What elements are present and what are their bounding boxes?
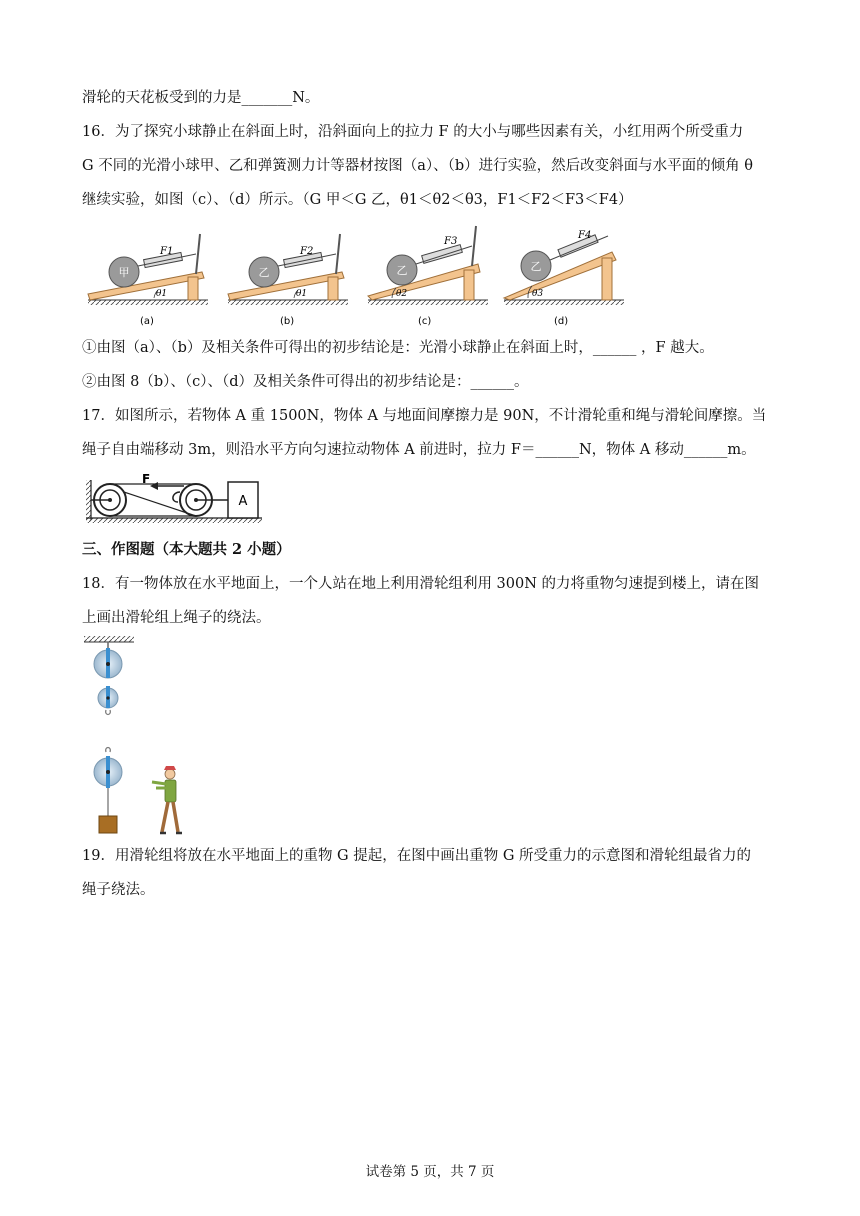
figure-panel-d [504,235,624,305]
angle-label-d: θ3 [532,289,544,299]
section-heading: 三、作图题（本大题共 2 小题） [82,541,291,558]
question-17-line-2: 绳子自由端移动 3m，则沿水平方向匀速拉动物体 A 前进时，拉力 F＝______N，物体 A 移动______m。 [82,442,756,458]
angle-label-b: θ1 [296,289,308,299]
question-19-line-2: 绳子绕法。 [82,882,155,898]
question-16-part-1: ①由图（a）、（b）及相关条件可得出的初步结论是：光滑小球静止在斜面上时，______ ，F 越大。 [82,340,714,356]
person-figure [152,766,182,833]
figure-18-pulley-system [82,634,192,838]
question-16-line-2: G 不同的光滑小球甲、乙和弹簧测力计等器材按图（a）、（b）进行实验，然后改变斜面与水平面的倾角 θ [82,158,753,174]
force-label-a: F1 [160,246,174,257]
force-label-c: F3 [444,236,458,247]
figure-panel-c [368,226,488,305]
angle-label-c: θ2 [396,289,408,299]
caption-b: (b) [280,316,295,327]
caption-c: (c) [418,316,432,327]
force-label-b: F2 [300,246,314,257]
ball-label-d: 乙 [530,260,542,273]
figure-panel-a [88,234,208,305]
angle-label-a: θ1 [156,289,168,299]
caption-a: (a) [140,316,154,327]
block-label-A: A [238,494,248,509]
question-17-line-1: 17．如图所示，若物体 A 重 1500N，物体 A 与地面间摩擦力是 90N，不计滑轮重和绳与滑轮间摩擦。当 [82,408,767,424]
ball-label-b: 乙 [258,266,270,279]
force-label-d: F4 [578,230,592,241]
question-16-part-2: ②由图 8（b）、（c）、（d）及相关条件可得出的初步结论是：______。 [82,374,529,390]
figure-16-inclined-planes [84,222,644,330]
question-18-line-2: 上画出滑轮组上绳子的绕法。 [82,610,271,626]
figure-17-pulley [84,472,264,526]
page-footer: 试卷第 5 页，共 7 页 [365,1164,495,1180]
text-line: 滑轮的天花板受到的力是_______N。 [82,90,320,106]
question-16-line-1: 16．为了探究小球静止在斜面上时，沿斜面向上的拉力 F 的大小与哪些因素有关，小红用两个所受重力 [82,124,744,140]
ball-label-a: 甲 [118,266,130,279]
question-19-line-1: 19．用滑轮组将放在水平地面上的重物 G 提起，在图中画出重物 G 所受重力的示意图和滑轮组最省力的 [82,848,752,864]
caption-d: (d) [554,316,569,327]
force-label-F: F [142,472,151,486]
figure-panel-b [228,234,348,305]
question-18-line-1: 18．有一物体放在水平地面上，一个人站在地上利用滑轮组利用 300N 的力将重物匀速提到楼上，请在图 [82,576,760,592]
question-16-line-3: 继续实验，如图（c）、（d）所示。（G 甲＜G 乙，θ1＜θ2＜θ3，F1＜F2＜F3＜F4） [82,192,633,208]
ball-label-c: 乙 [396,264,408,277]
